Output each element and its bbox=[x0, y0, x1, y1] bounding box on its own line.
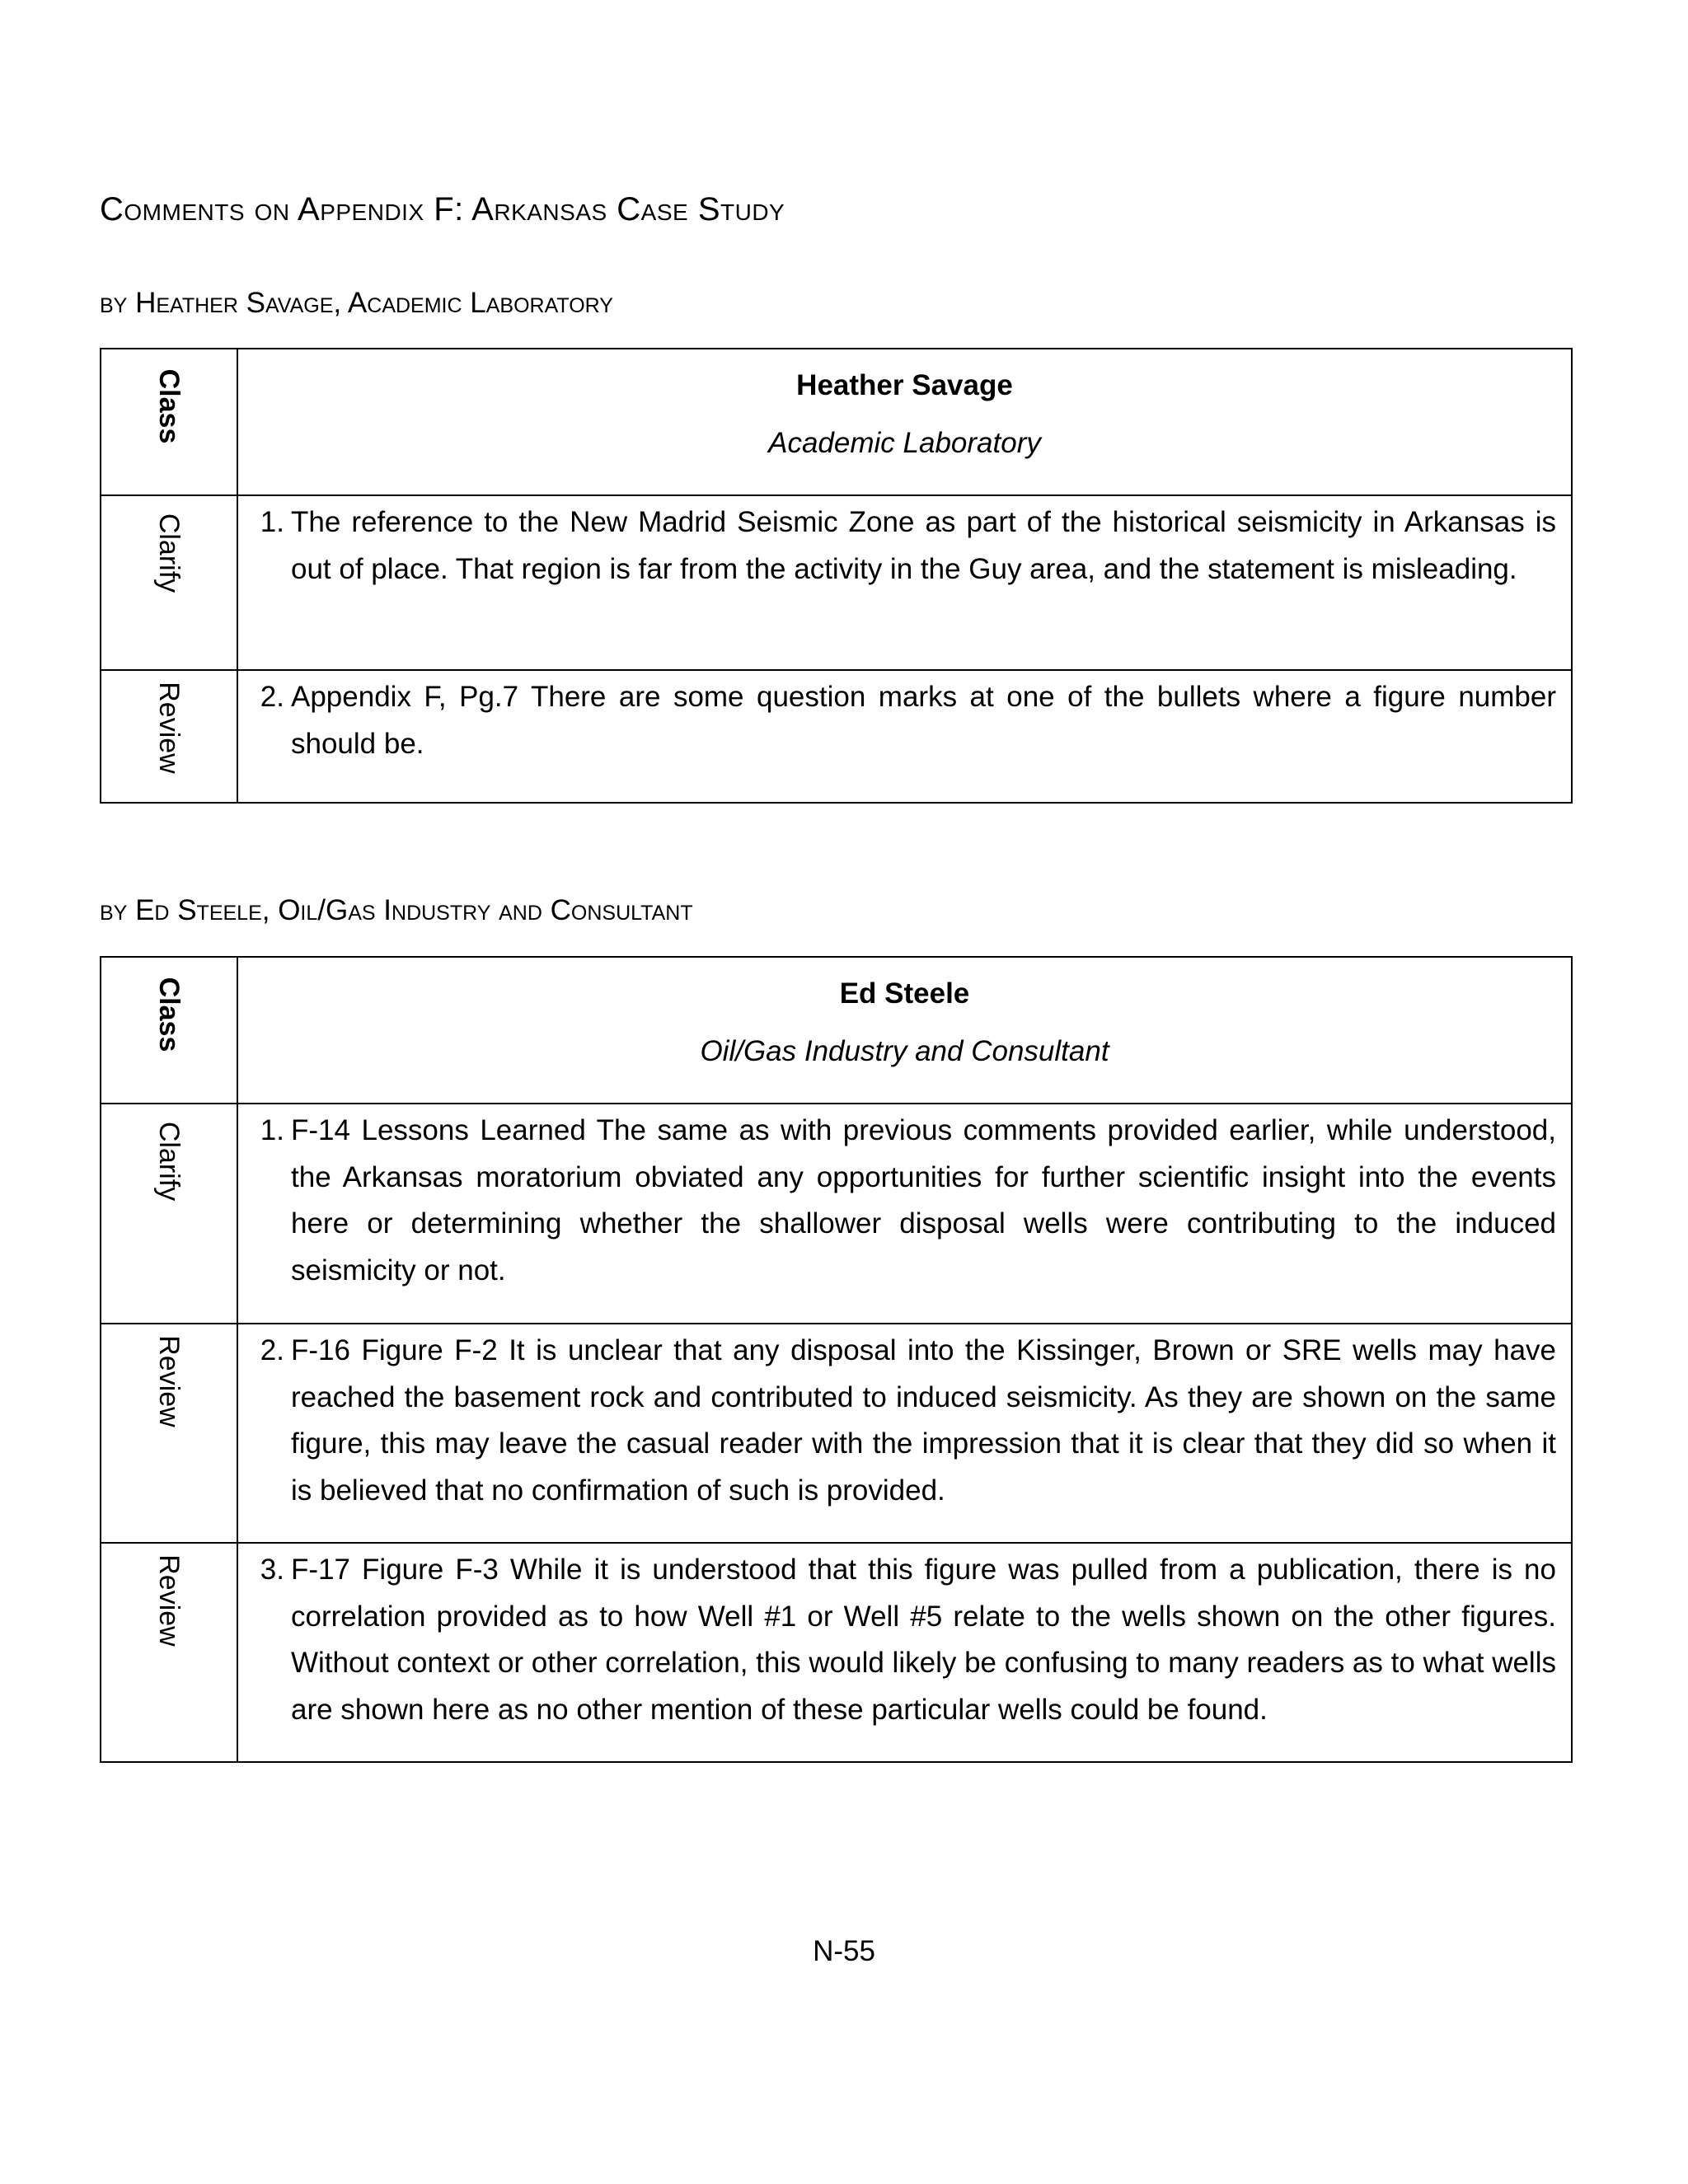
table-row bbox=[101, 1104, 1572, 1324]
comment-text: The reference to the New Madrid Seismic Zone as part of the historical seismicity in Arkansas is out of place. That region is far from the activity in the Guy area, and the statement is misleading. bbox=[291, 506, 1556, 585]
class-cell bbox=[101, 495, 237, 670]
reviewer-org: Oil/Gas Industry and Consultant bbox=[700, 1035, 1109, 1067]
section-heading-savage: by Heather Savage, Academic Laboratory bbox=[100, 287, 613, 319]
class-cell bbox=[101, 1324, 237, 1543]
comment-number: 2. bbox=[260, 1334, 284, 1366]
reviewer-cell bbox=[237, 957, 1572, 1104]
page-heading: Comments on Appendix F: Arkansas Case Study bbox=[100, 191, 785, 227]
comment-text: F-17 Figure F-3 While it is understood that this figure was pulled from a publication, there is no correlation provided as to how Well #1 or Well #5 relate to the wells shown on the other figures. Without context or other correlation, this would likely be confusing to many readers as to what wells are shown here as no other mention of these particular wells could be found. bbox=[291, 1554, 1556, 1726]
class-value: Review bbox=[153, 682, 185, 774]
reviewer-org: Academic Laboratory bbox=[768, 427, 1041, 459]
comment-number: 1. bbox=[260, 1114, 284, 1146]
class-value: Clarify bbox=[153, 513, 185, 593]
page-number: N-55 bbox=[813, 1935, 875, 1967]
comment-table-savage bbox=[100, 348, 1573, 804]
class-cell bbox=[101, 1104, 237, 1324]
reviewer-cell bbox=[237, 349, 1572, 495]
reviewer-name: Heather Savage bbox=[796, 369, 1013, 401]
class-label: Class bbox=[153, 368, 185, 444]
table-row bbox=[101, 495, 1572, 670]
comment-cell bbox=[237, 1104, 1572, 1324]
class-header-cell bbox=[101, 349, 237, 495]
comment-text: F-16 Figure F-2 It is unclear that any disposal into the Kissinger, Brown or SRE wells may have reached the basement rock and contributed to induced seismicity. As they are shown on the same figure, this may leave the casual reader with the impression that it is clear that they did so when it is believed that no confirmation of such is provided. bbox=[291, 1334, 1556, 1507]
table-row bbox=[101, 670, 1572, 803]
class-value: Clarify bbox=[153, 1121, 185, 1202]
class-label: Class bbox=[153, 977, 185, 1052]
comment-number: 2. bbox=[260, 681, 284, 713]
comment-number: 3. bbox=[260, 1554, 284, 1586]
class-cell bbox=[101, 670, 237, 803]
comment-text: F-14 Lessons Learned The same as with previous comments provided earlier, while understood, the Arkansas moratorium obviated any opportunities for further scientific insight into the events here or determining whether the shallower disposal wells were contributing to the induced seismicity or not. bbox=[291, 1114, 1556, 1286]
comment-cell bbox=[237, 670, 1572, 803]
class-value: Review bbox=[153, 1554, 185, 1647]
comment-cell bbox=[237, 1543, 1572, 1762]
comment-text: Appendix F, Pg.7 There are some question marks at one of the bullets where a figure number should be. bbox=[291, 681, 1556, 760]
comment-cell bbox=[237, 495, 1572, 670]
class-cell bbox=[101, 1543, 237, 1762]
class-header-cell bbox=[101, 957, 237, 1104]
comment-table-steele bbox=[100, 956, 1573, 1763]
table-row bbox=[101, 1543, 1572, 1762]
reviewer-name: Ed Steele bbox=[839, 977, 970, 1010]
section-heading-steele: by Ed Steele, Oil/Gas Industry and Consultant bbox=[100, 894, 693, 926]
comment-cell bbox=[237, 1324, 1572, 1543]
comment-number: 1. bbox=[260, 506, 284, 538]
class-value: Review bbox=[153, 1335, 185, 1427]
table-row bbox=[101, 1324, 1572, 1543]
